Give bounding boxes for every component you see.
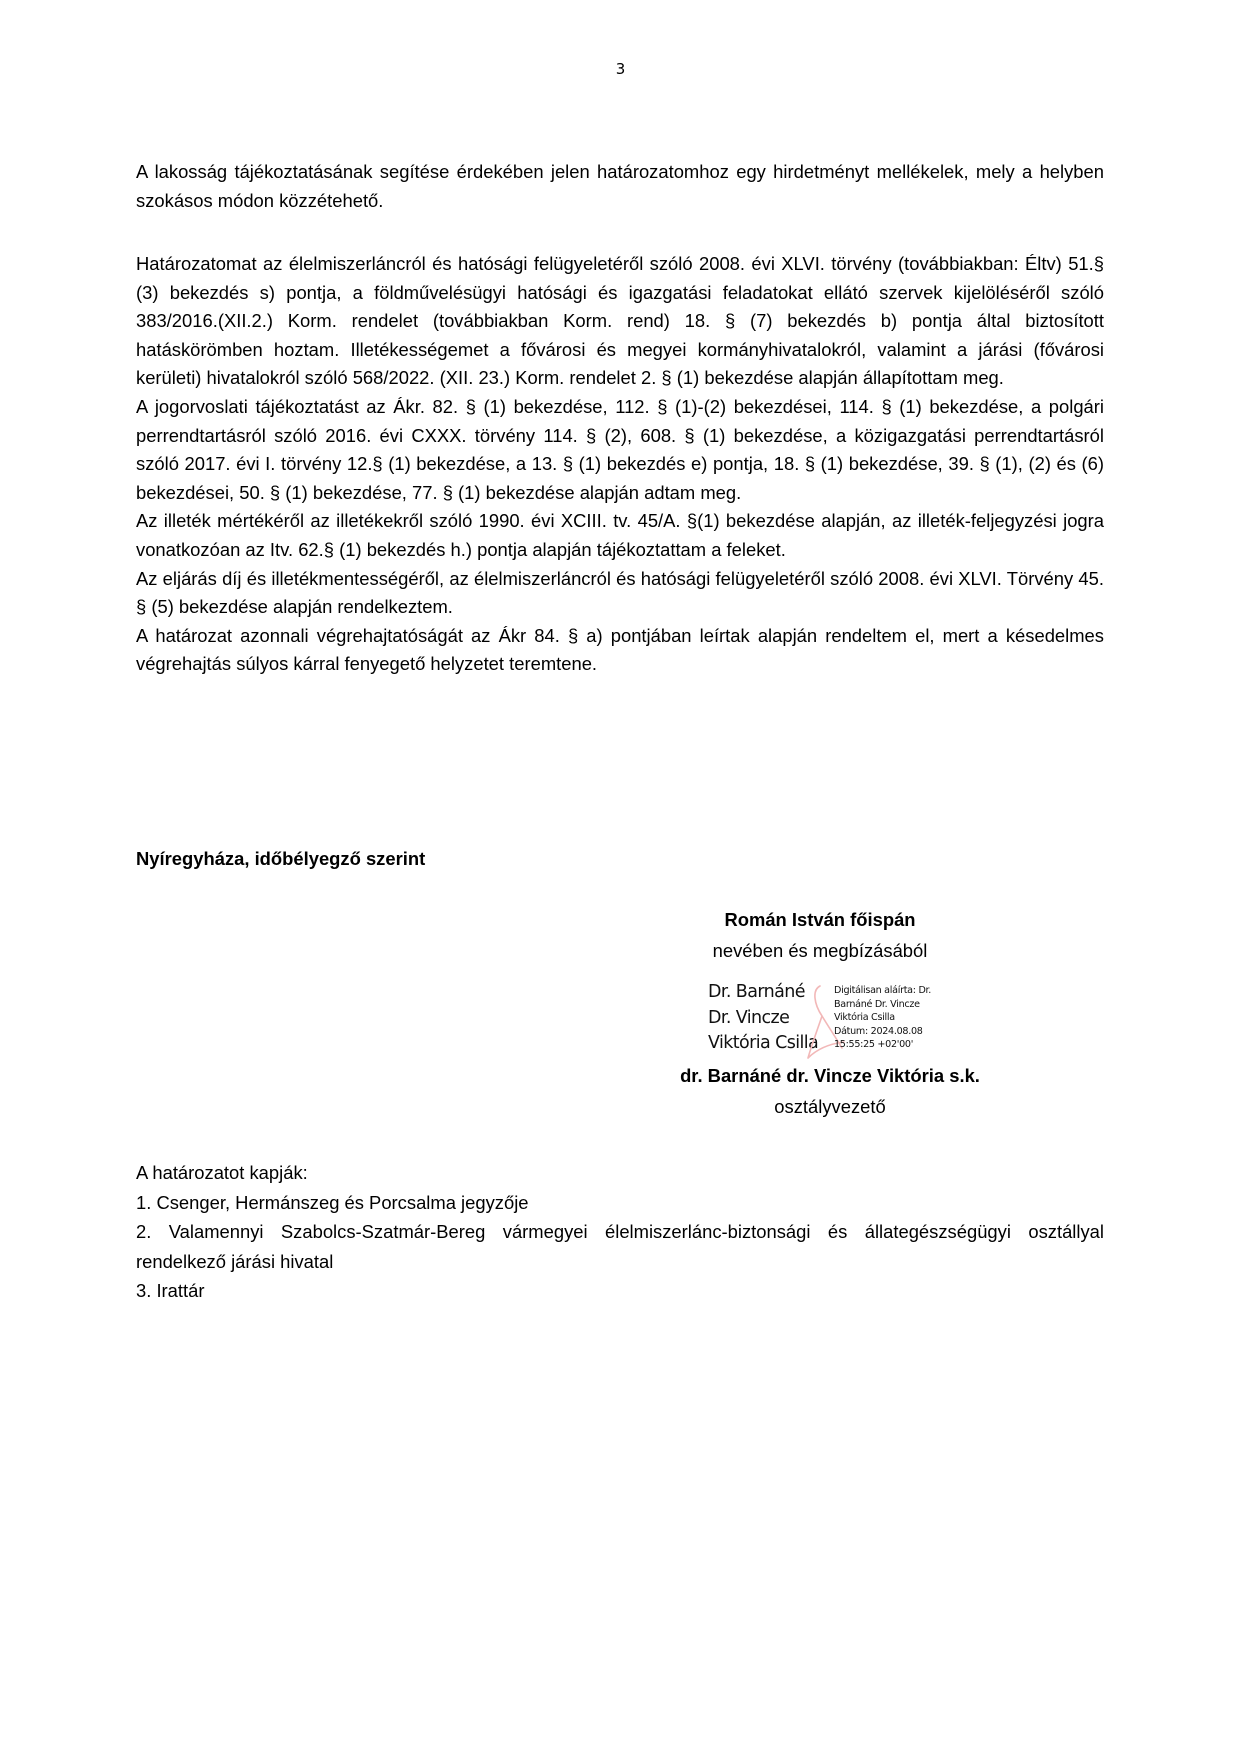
sig-detail-line: Dátum: 2024.08.08: [834, 1025, 923, 1037]
recipient-item: 3. Irattár: [136, 1280, 205, 1301]
intro-paragraph-block: [136, 158, 1104, 215]
paragraph: A lakosság tájékoztatásának segítése érdekében jelen határozatomhoz egy hirdetményt mellékelek, mely a helyben szokásos módon közzétehető.: [136, 161, 1104, 211]
digital-signature[interactable]: [708, 980, 1008, 1062]
signer-name: dr. Barnáné dr. Vincze Viktória s.k.: [680, 1065, 980, 1086]
sig-name-line: Dr. Vincze: [708, 1007, 790, 1028]
sig-name-line: Dr. Barnáné: [708, 982, 805, 1002]
sig-detail-line: 15:55:25 +02'00': [834, 1039, 914, 1051]
paragraph-enforcement: A határozat azonnali végrehajtatóságát az Ákr 84. § a) pontjában leírtak alapján rendeltem el, mert a késedelmes végrehajtás súlyos kárral fenyegető helyzetet teremtene.: [136, 624, 1104, 675]
sig-name-line: Viktória Csilla: [708, 1033, 819, 1053]
page-number: 3: [615, 60, 626, 78]
sig-detail-line: Barnáné Dr. Vincze: [834, 998, 920, 1010]
on-behalf-of: Román István főispán: [724, 909, 916, 930]
recipients-heading: A határozatot kapják:: [136, 1162, 308, 1183]
paragraph-competence: Határozatomat az élelmiszerláncról és hatósági felügyeletéről szóló 2008. évi XLVI. törvény (továbbiakban: Éltv) 51.§ (3) bekezdés s) pontja, a földművelésügyi hatósági és igazgatási feladatokat ellátó szervek kijelöléséről szóló 383/2016.(XII.2.) Korm. rendelet (továbbiakban Korm. rend) 18. § (7) bekezdés b) pontja által biztosított hatáskörömben hoztam. Illetékességemet a fővárosi és megyei kormányhivatalokról, valamint a járási (fővárosi kerületi) hivatalokról szóló 568/2022. (XII. 23.) Korm. rendelet 2. § (1) bekezdése alapján állapítottam meg.: [136, 253, 1104, 389]
digital-signature-name: [708, 980, 818, 1057]
legal-basis-block: [136, 250, 1104, 679]
recipient-item: 2. Valamennyi Szabolcs-Szatmár-Bereg vármegyei élelmiszerlánc-biztonsági és állategészségügyi osztállyal rendelkező járási hivatal: [136, 1221, 1104, 1272]
paragraph-fee-info: Az illeték mértékéről az illetékekről szóló 1990. évi XCIII. tv. 45/A. §(1) bekezdése alapján, az illeték-feljegyzési jogra vonatkozóan az Itv. 62.§ (1) bekezdés h.) pontja alapján tájékoztattam a feleket.: [136, 510, 1104, 560]
sig-detail-line: Digitálisan aláírta: Dr.: [834, 985, 932, 996]
paragraph-remedy-info: A jogorvoslati tájékoztatást az Ákr. 82. § (1) bekezdése, 112. § (1)-(2) bekezdései, 114. § (1) bekezdése, a polgári perrendtartásról szóló 2016. évi CXXX. törvény 114. § (2), 608. § (1) bekezdése, a közigazgatási perrendtartásról szóló 2017. évi I. törvény 12.§ (1) bekezdése, a 13. § (1) bekezdés e) pontja, 18. § (1) bekezdése, 39. § (1), (2) és (6) bekezdései, 50. § (1) bekezdése, 77. § (1) bekezdése alapján adtam meg.: [136, 395, 1104, 503]
sig-detail-line: Viktória Csilla: [834, 1012, 895, 1024]
signer-role: osztályvezető: [774, 1096, 886, 1117]
on-behalf-note: nevében és megbízásából: [712, 940, 928, 961]
place-and-date: Nyíregyháza, időbélyegző szerint: [136, 848, 426, 869]
digital-signature-details: [834, 984, 931, 1052]
recipient-item: 1. Csenger, Hermánszeg és Porcsalma jegyzője: [136, 1191, 529, 1213]
paragraph-fee-exemption: Az eljárás díj és illetékmentességéről, az élelmiszerláncról és hatósági felügyeletéről szóló 2008. évi XLVI. Törvény 45. § (5) bekezdése alapján rendelkeztem.: [136, 567, 1104, 618]
recipients-list: [136, 1158, 1104, 1306]
